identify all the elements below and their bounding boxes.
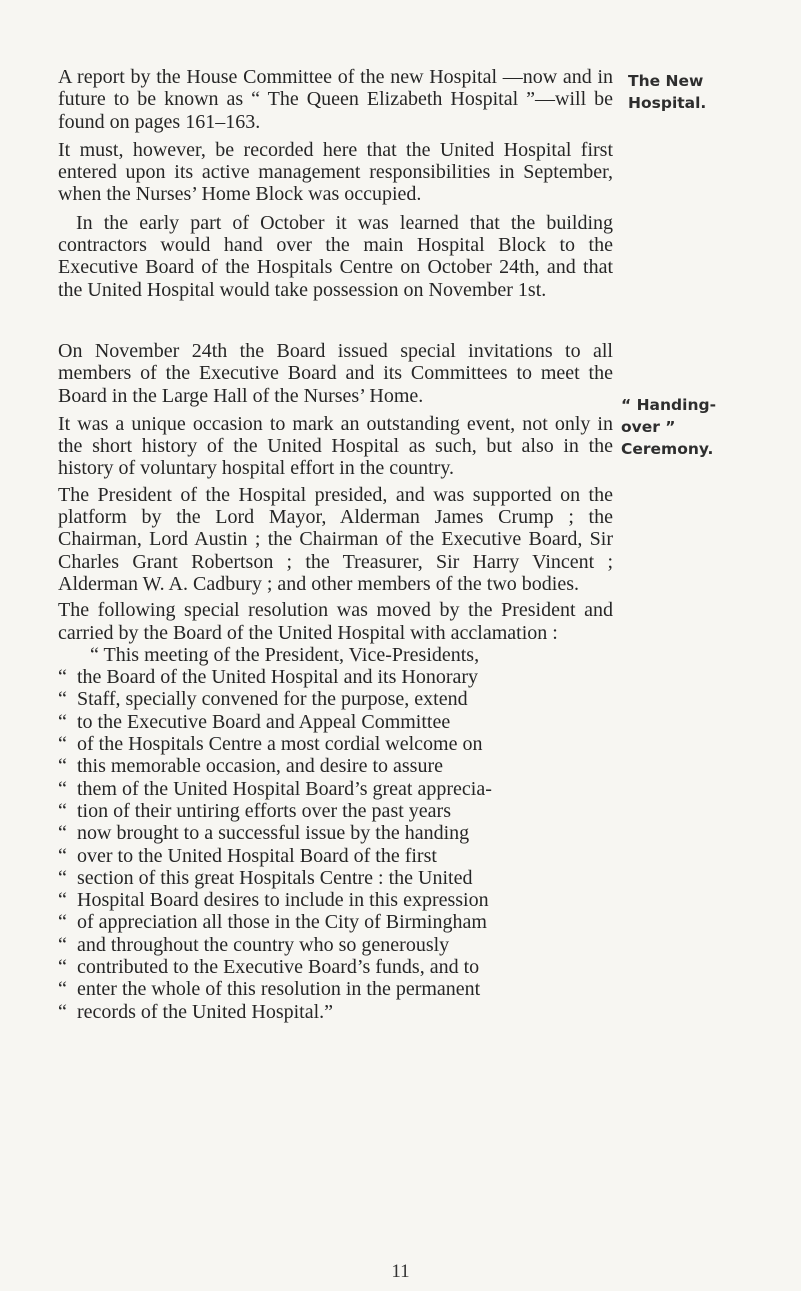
resolution-line-text: now brought to a successful issue by the handing bbox=[77, 822, 470, 845]
quote-mark: “ bbox=[58, 688, 67, 711]
resolution-line-text: to the Executive Board and Appeal Committee bbox=[77, 710, 451, 733]
quote-mark: “ bbox=[58, 799, 67, 822]
resolution-line bbox=[58, 911, 613, 933]
resolution-line-text: the Board of the United Hospital and its Honorary bbox=[77, 666, 479, 689]
paragraph-unique-occasion: It was a unique occasion to mark an outstanding event, not only in the short history of the United Hospital as such, but also in the history of voluntary hospital effort in the country. bbox=[58, 412, 613, 480]
page-number: 11 bbox=[391, 1261, 410, 1282]
resolution-line-text: Hospital Board desires to include in this expression bbox=[77, 889, 489, 912]
quote-mark: “ bbox=[58, 911, 67, 934]
resolution-line bbox=[58, 867, 613, 889]
quote-mark: “ bbox=[58, 955, 67, 978]
resolution-first-line: “ This meeting of the President, Vice-Presidents, bbox=[90, 643, 480, 666]
resolution-line bbox=[58, 822, 613, 844]
quote-mark: “ bbox=[58, 822, 67, 845]
resolution-line bbox=[58, 800, 613, 822]
resolution-line bbox=[58, 688, 613, 710]
paragraph-new-hospital-report: A report by the House Committee of the new Hospital —now and in future to be known as “ The Queen Elizabeth Hospital ”—will be found on pages 161–163. bbox=[58, 66, 613, 133]
quote-mark: “ bbox=[58, 666, 67, 689]
quote-mark: “ bbox=[58, 710, 67, 733]
margin-note-line: Ceremony. bbox=[621, 440, 714, 458]
paragraph-resolution-intro: The following special resolution was moved by the President and carried by the Board of the United Hospital with acclamation : bbox=[58, 599, 613, 644]
margin-note-line: Hospital. bbox=[628, 94, 707, 112]
resolution-line-text: records of the United Hospital.” bbox=[77, 1000, 334, 1023]
resolution-line-text: them of the United Hospital Board’s great apprecia- bbox=[77, 777, 492, 800]
resolution-line bbox=[58, 711, 613, 733]
margin-note-line: “ Handing- bbox=[621, 396, 717, 414]
resolution-line bbox=[58, 956, 613, 978]
resolution-line-text: Staff, specially convened for the purpose, extend bbox=[77, 688, 468, 711]
resolution-line bbox=[58, 978, 613, 1000]
resolution-line-text: tion of their untiring efforts over the past years bbox=[77, 799, 451, 822]
margin-note-line: The New bbox=[628, 72, 704, 90]
resolution-quote bbox=[58, 644, 613, 1023]
resolution-line-text: and throughout the country who so generously bbox=[77, 933, 450, 956]
quote-mark: “ bbox=[58, 1000, 67, 1023]
quote-mark: “ bbox=[58, 933, 67, 956]
resolution-line bbox=[58, 845, 613, 867]
quote-mark: “ bbox=[58, 844, 67, 867]
main-text bbox=[58, 66, 613, 1023]
margin-note-handing-over bbox=[621, 394, 741, 460]
resolution-line bbox=[58, 755, 613, 777]
paragraph-invitations: On November 24th the Board issued special invitations to all members of the Executive Board and its Committees to meet the Board in the Large Hall of the Nurses’ Home. bbox=[58, 339, 613, 407]
quote-mark: “ bbox=[58, 755, 67, 778]
resolution-line bbox=[58, 1001, 613, 1023]
resolution-line bbox=[58, 889, 613, 911]
resolution-line-text: of appreciation all those in the City of Birmingham bbox=[77, 911, 487, 934]
resolution-line bbox=[58, 666, 613, 688]
paragraph-platform-party: The President of the Hospital presided, and was supported on the platform by the Lord Mayor, Alderman James Crump ; the Chairman, Lord Austin ; the Chairman of the Executive Board, Sir Charles Grant Robertson ; the Treasurer, Sir Harry Vincent ; Alderman W. A. Cadbury ; and other members of the two bodies. bbox=[58, 483, 613, 595]
paragraph-handover-dates: In the early part of October it was learned that the building contractors would hand over the main Hospital Block to the Executive Board of the Hospitals Centre on October 24th, and that the United Hospital would take possession on November 1st. bbox=[58, 211, 613, 301]
quote-mark: “ bbox=[58, 889, 67, 912]
resolution-line bbox=[58, 778, 613, 800]
quote-mark: “ bbox=[58, 733, 67, 756]
resolution-line-text: enter the whole of this resolution in the permanent bbox=[77, 978, 481, 1001]
resolution-line-text: over to the United Hospital Board of the first bbox=[77, 844, 437, 867]
quote-mark: “ bbox=[58, 978, 67, 1001]
resolution-line-text: of the Hospitals Centre a most cordial welcome on bbox=[77, 733, 483, 756]
resolution-line bbox=[58, 733, 613, 755]
paragraph-management-start: It must, however, be recorded here that the United Hospital first entered upon its active management responsibilities in September, when the Nurses’ Home Block was occupied. bbox=[58, 138, 613, 206]
resolution-line bbox=[58, 934, 613, 956]
margin-note-new-hospital bbox=[628, 70, 748, 114]
resolution-line-text: contributed to the Executive Board’s funds, and to bbox=[77, 955, 480, 978]
quote-mark: “ bbox=[58, 866, 67, 889]
quote-mark: “ bbox=[58, 777, 67, 800]
resolution-line-text: section of this great Hospitals Centre : the United bbox=[77, 866, 473, 889]
resolution-line-text: this memorable occasion, and desire to assure bbox=[77, 755, 443, 778]
margin-note-line: over ” bbox=[621, 418, 676, 436]
